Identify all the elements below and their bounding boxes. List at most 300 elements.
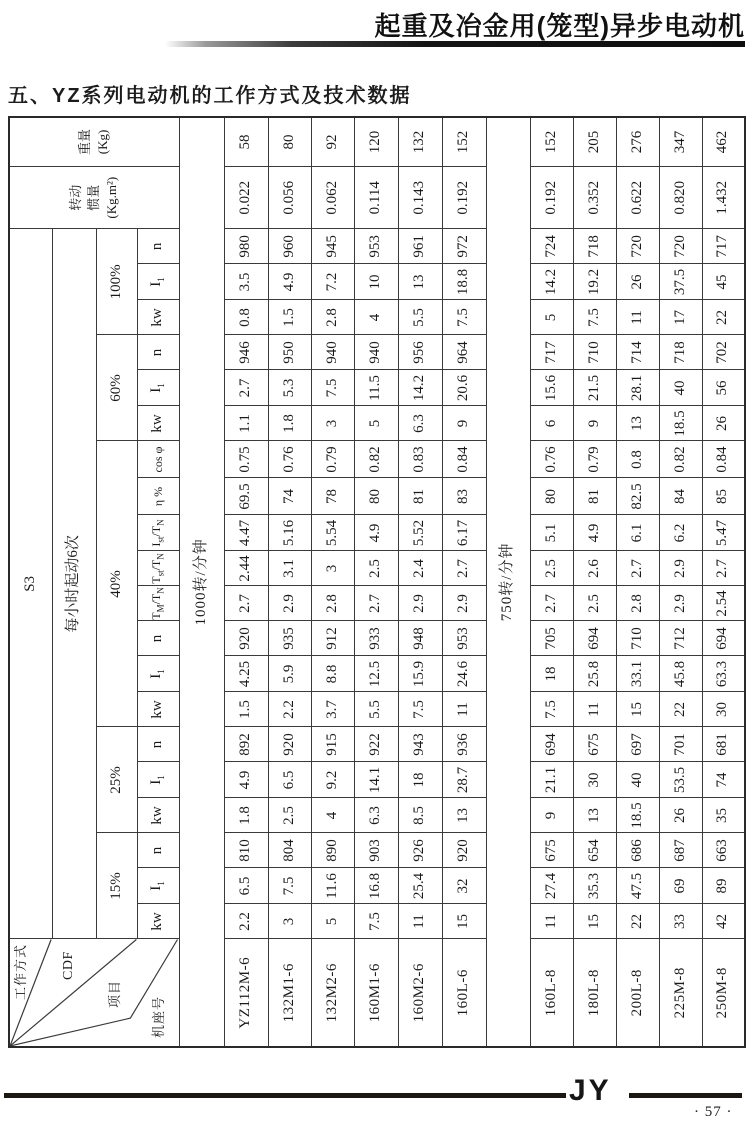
- value-cell: 2.7: [442, 551, 486, 586]
- value-cell: 935: [268, 621, 311, 656]
- param-label-text: I: [148, 885, 165, 891]
- inertia-cell: 0.192: [530, 167, 573, 229]
- param-label-cell: [137, 264, 179, 300]
- footer-logo: JY: [569, 1074, 612, 1107]
- value-cell: 5: [354, 406, 398, 441]
- duty-cell-100: 100%: [96, 229, 137, 335]
- value-cell: 724: [530, 229, 573, 264]
- value-cell: 11: [616, 300, 659, 335]
- value-cell: 940: [354, 335, 398, 370]
- value-cell: 710: [573, 335, 616, 370]
- value-cell: 1.1: [224, 406, 268, 441]
- param-label-text: η %: [150, 486, 165, 507]
- weight-cell: 462: [702, 117, 745, 167]
- value-cell: 35: [702, 798, 745, 833]
- param-label-text: n: [149, 348, 166, 357]
- value-cell: 2.7: [616, 551, 659, 586]
- corner-label-work-mode: 工作方式: [13, 943, 28, 1000]
- value-cell: 56: [702, 370, 745, 406]
- value-cell: 2.8: [311, 300, 354, 335]
- value-cell: 2.7: [224, 370, 268, 406]
- value-cell: 7.5: [354, 904, 398, 939]
- inertia-cell: 0.114: [354, 167, 398, 229]
- value-cell: 74: [268, 478, 311, 515]
- param-label-sub: st: [155, 536, 166, 543]
- value-cell: 40: [659, 370, 702, 406]
- value-cell: 2.7: [702, 551, 745, 586]
- starts-per-hour-cell: 每小时起动6次: [52, 229, 96, 939]
- motor-row: [311, 117, 354, 1047]
- motor-row: [442, 117, 486, 1047]
- value-cell: 926: [398, 833, 442, 868]
- value-cell: 27.4: [530, 868, 573, 904]
- param-label-sub: 1: [156, 277, 167, 282]
- param-label-text: n: [149, 740, 166, 749]
- value-cell: 45.8: [659, 656, 702, 692]
- inertia-header-line: (Kg.m²): [104, 176, 120, 219]
- value-cell: 89: [702, 868, 745, 904]
- inertia-cell: 0.056: [268, 167, 311, 229]
- value-cell: 80: [530, 478, 573, 515]
- value-cell: 24.6: [442, 656, 486, 692]
- value-cell: 2.4: [398, 551, 442, 586]
- value-cell: 11.5: [354, 370, 398, 406]
- value-cell: 12.5: [354, 656, 398, 692]
- value-cell: 14.2: [530, 264, 573, 300]
- param-label-cell: [137, 904, 179, 939]
- param-label-cell: [137, 621, 179, 656]
- param-label-cell: [137, 335, 179, 370]
- model-cell: 250M-8: [702, 939, 745, 1047]
- value-cell: 720: [659, 229, 702, 264]
- value-cell: 81: [398, 478, 442, 515]
- value-cell: 892: [224, 727, 268, 762]
- value-cell: 40: [616, 762, 659, 798]
- param-label-sub: N: [155, 519, 166, 526]
- value-cell: 18.5: [659, 406, 702, 441]
- value-cell: 2.8: [311, 586, 354, 621]
- param-label-text: n: [149, 634, 166, 643]
- value-cell: 5.9: [268, 656, 311, 692]
- value-cell: 22: [616, 904, 659, 939]
- value-cell: 8.8: [311, 656, 354, 692]
- speed-separator-750-row: [486, 117, 530, 1047]
- value-cell: 3.1: [268, 551, 311, 586]
- value-cell: 4.9: [268, 264, 311, 300]
- inertia-cell: 0.192: [442, 167, 486, 229]
- value-cell: 2.5: [573, 586, 616, 621]
- value-cell: 32: [442, 868, 486, 904]
- value-cell: 936: [442, 727, 486, 762]
- value-cell: 702: [702, 335, 745, 370]
- value-cell: 1.5: [224, 692, 268, 727]
- value-cell: 8.5: [398, 798, 442, 833]
- value-cell: 15.6: [530, 370, 573, 406]
- value-cell: 1.8: [268, 406, 311, 441]
- model-cell: YZ112M-6: [224, 939, 268, 1047]
- value-cell: 30: [702, 692, 745, 727]
- value-cell: 694: [702, 621, 745, 656]
- value-cell: 972: [442, 229, 486, 264]
- value-cell: 84: [659, 478, 702, 515]
- weight-cell: 58: [224, 117, 268, 167]
- value-cell: 663: [702, 833, 745, 868]
- param-label-cell: [137, 727, 179, 762]
- value-cell: 0.83: [398, 441, 442, 478]
- corner-label-item: 项目: [107, 979, 122, 1008]
- value-cell: 30: [573, 762, 616, 798]
- footer-rule-left: [4, 1093, 566, 1098]
- value-cell: 943: [398, 727, 442, 762]
- value-cell: 920: [442, 833, 486, 868]
- value-cell: 5.16: [268, 515, 311, 551]
- value-cell: 13: [442, 798, 486, 833]
- value-cell: 2.9: [398, 586, 442, 621]
- value-cell: 718: [573, 229, 616, 264]
- value-cell: 37.5: [659, 264, 702, 300]
- value-cell: 63.3: [702, 656, 745, 692]
- value-cell: 18: [530, 656, 573, 692]
- value-cell: 5.47: [702, 515, 745, 551]
- inertia-cell: 0.062: [311, 167, 354, 229]
- value-cell: 717: [530, 335, 573, 370]
- weight-cell: 152: [442, 117, 486, 167]
- value-cell: 6.1: [616, 515, 659, 551]
- value-cell: 3.5: [224, 264, 268, 300]
- value-cell: 705: [530, 621, 573, 656]
- param-label-text: n: [149, 242, 166, 251]
- value-cell: 21.1: [530, 762, 573, 798]
- value-cell: 922: [354, 727, 398, 762]
- value-cell: 0.76: [268, 441, 311, 478]
- value-cell: 961: [398, 229, 442, 264]
- value-cell: 18.8: [442, 264, 486, 300]
- value-cell: 81: [573, 478, 616, 515]
- value-cell: 16.8: [354, 868, 398, 904]
- motor-row: [354, 117, 398, 1047]
- motor-row: [702, 117, 745, 1047]
- param-label-text: T: [149, 612, 164, 620]
- value-cell: 2.9: [659, 586, 702, 621]
- value-cell: 697: [616, 727, 659, 762]
- value-cell: 9: [530, 798, 573, 833]
- motor-row: [573, 117, 616, 1047]
- param-label-text: I: [148, 779, 165, 785]
- inertia-cell: 0.143: [398, 167, 442, 229]
- value-cell: 720: [616, 229, 659, 264]
- section-heading: 五、YZ系列电动机的工作方式及技术数据: [8, 85, 412, 107]
- param-label-cell: [137, 370, 179, 406]
- page-title: 起重及冶金用(笼型)异步电动机: [374, 11, 745, 41]
- value-cell: 17: [659, 300, 702, 335]
- param-label-cell: [137, 515, 179, 551]
- param-label-text: T: [149, 576, 164, 584]
- value-cell: 4.9: [573, 515, 616, 551]
- value-cell: 5.5: [354, 692, 398, 727]
- value-cell: 9: [442, 406, 486, 441]
- value-cell: 3: [268, 904, 311, 939]
- value-cell: 946: [224, 335, 268, 370]
- value-cell: 5.1: [530, 515, 573, 551]
- weight-cell: 92: [311, 117, 354, 167]
- param-label-sub: 1: [156, 669, 167, 674]
- value-cell: 15.9: [398, 656, 442, 692]
- param-label-cell: [137, 833, 179, 868]
- param-label-sub: 1: [156, 775, 167, 780]
- value-cell: 25.8: [573, 656, 616, 692]
- value-cell: 22: [702, 300, 745, 335]
- value-cell: 15: [442, 904, 486, 939]
- value-cell: 69: [659, 868, 702, 904]
- value-cell: 915: [311, 727, 354, 762]
- value-cell: 920: [268, 727, 311, 762]
- value-cell: 0.84: [702, 441, 745, 478]
- value-cell: 15: [573, 904, 616, 939]
- param-label-text: I: [148, 281, 165, 287]
- value-cell: 0.82: [659, 441, 702, 478]
- value-cell: 953: [354, 229, 398, 264]
- value-cell: 0.79: [311, 441, 354, 478]
- value-cell: 714: [616, 335, 659, 370]
- weight-cell: 80: [268, 117, 311, 167]
- param-label-cell: [137, 229, 179, 264]
- value-cell: 7.2: [311, 264, 354, 300]
- value-cell: 7.5: [530, 692, 573, 727]
- value-cell: 712: [659, 621, 702, 656]
- inertia-header-cell: [9, 167, 179, 229]
- model-cell: 132M1-6: [268, 939, 311, 1047]
- value-cell: 964: [442, 335, 486, 370]
- value-cell: 4.47: [224, 515, 268, 551]
- value-cell: 5: [311, 904, 354, 939]
- value-cell: 25.4: [398, 868, 442, 904]
- value-cell: 6.5: [224, 868, 268, 904]
- value-cell: 675: [573, 727, 616, 762]
- param-label-text: kw: [149, 806, 166, 825]
- value-cell: 6.17: [442, 515, 486, 551]
- param-label-cell: [137, 406, 179, 441]
- value-cell: 4: [311, 798, 354, 833]
- value-cell: 0.8: [224, 300, 268, 335]
- corner-label-frame: 机座号: [151, 995, 166, 1038]
- value-cell: 28.1: [616, 370, 659, 406]
- value-cell: 953: [442, 621, 486, 656]
- value-cell: 920: [224, 621, 268, 656]
- param-label-text: kw: [149, 700, 166, 719]
- param-label-cell: [137, 300, 179, 335]
- inertia-cell: 0.352: [573, 167, 616, 229]
- value-cell: 45: [702, 264, 745, 300]
- value-cell: 47.5: [616, 868, 659, 904]
- value-cell: 74: [702, 762, 745, 798]
- param-label-sub: 1: [156, 383, 167, 388]
- value-cell: 14.2: [398, 370, 442, 406]
- value-cell: 2.54: [702, 586, 745, 621]
- value-cell: 804: [268, 833, 311, 868]
- value-cell: 5.52: [398, 515, 442, 551]
- value-cell: 13: [398, 264, 442, 300]
- param-label-text: kw: [149, 414, 166, 433]
- value-cell: 0.82: [354, 441, 398, 478]
- duty-cell-40: 40%: [96, 441, 137, 727]
- model-cell: 160M2-6: [398, 939, 442, 1047]
- inertia-header-line: 转动: [67, 184, 83, 211]
- value-cell: 11: [573, 692, 616, 727]
- param-label-text: I: [148, 387, 165, 393]
- param-label-sub: N: [155, 553, 166, 560]
- value-cell: 903: [354, 833, 398, 868]
- value-cell: 19.2: [573, 264, 616, 300]
- value-cell: 82.5: [616, 478, 659, 515]
- param-label-cell: [137, 798, 179, 833]
- value-cell: 3: [311, 551, 354, 586]
- value-cell: 26: [702, 406, 745, 441]
- param-label-cell: [137, 762, 179, 798]
- value-cell: 5: [530, 300, 573, 335]
- param-label-cell: [137, 692, 179, 727]
- value-cell: 956: [398, 335, 442, 370]
- value-cell: 6.3: [398, 406, 442, 441]
- value-cell: 35.3: [573, 868, 616, 904]
- value-cell: 710: [616, 621, 659, 656]
- value-cell: 3: [311, 406, 354, 441]
- value-cell: 26: [616, 264, 659, 300]
- value-cell: 10: [354, 264, 398, 300]
- value-cell: 9.2: [311, 762, 354, 798]
- param-label-cell: [137, 656, 179, 692]
- motor-row: [224, 117, 268, 1047]
- value-cell: 18: [398, 762, 442, 798]
- param-label-sub: 1: [156, 881, 167, 886]
- weight-cell: 205: [573, 117, 616, 167]
- value-cell: 701: [659, 727, 702, 762]
- value-cell: 810: [224, 833, 268, 868]
- footer-rule-right: [629, 1093, 742, 1098]
- corner-cell: [9, 939, 179, 1047]
- value-cell: 7.5: [311, 370, 354, 406]
- value-cell: 83: [442, 478, 486, 515]
- value-cell: 2.5: [354, 551, 398, 586]
- inertia-cell: 0.622: [616, 167, 659, 229]
- value-cell: 26: [659, 798, 702, 833]
- value-cell: 2.9: [659, 551, 702, 586]
- value-cell: 85: [702, 478, 745, 515]
- value-cell: 18.5: [616, 798, 659, 833]
- weight-cell: 132: [398, 117, 442, 167]
- param-label-text: kw: [149, 308, 166, 327]
- param-label-text: n: [149, 846, 166, 855]
- value-cell: 78: [311, 478, 354, 515]
- inertia-cell: 0.820: [659, 167, 702, 229]
- value-cell: 7.5: [573, 300, 616, 335]
- param-label-text: I: [148, 673, 165, 679]
- param-label-cell: [137, 868, 179, 904]
- value-cell: 2.7: [530, 586, 573, 621]
- value-cell: 15: [616, 692, 659, 727]
- value-cell: 69.5: [224, 478, 268, 515]
- duty-cell-15: 15%: [96, 833, 137, 939]
- value-cell: 42: [702, 904, 745, 939]
- value-cell: 940: [311, 335, 354, 370]
- value-cell: 14.1: [354, 762, 398, 798]
- model-cell: 160M1-6: [354, 939, 398, 1047]
- corner-label-cdf: CDF: [61, 951, 76, 980]
- value-cell: 5.54: [311, 515, 354, 551]
- value-cell: 2.6: [573, 551, 616, 586]
- title-rule: [165, 41, 745, 47]
- value-cell: 0.84: [442, 441, 486, 478]
- spec-table: [8, 116, 746, 1048]
- value-cell: 22: [659, 692, 702, 727]
- value-cell: 717: [702, 229, 745, 264]
- value-cell: 0.75: [224, 441, 268, 478]
- param-label-sub: M: [155, 604, 166, 613]
- value-cell: 0.79: [573, 441, 616, 478]
- spec-table-wrap: [8, 118, 744, 1052]
- param-label-text: /T: [149, 525, 164, 537]
- model-cell: 180L-8: [573, 939, 616, 1047]
- value-cell: 20.6: [442, 370, 486, 406]
- value-cell: 9: [573, 406, 616, 441]
- value-cell: 890: [311, 833, 354, 868]
- weight-header-line: 重量: [77, 128, 92, 155]
- value-cell: 6.2: [659, 515, 702, 551]
- value-cell: 7.5: [442, 300, 486, 335]
- value-cell: 681: [702, 727, 745, 762]
- speed-separator-750: 750转/分钟: [486, 117, 530, 1047]
- value-cell: 4.9: [354, 515, 398, 551]
- param-label-text: cos φ: [150, 446, 165, 473]
- duty-cell-60: 60%: [96, 335, 137, 441]
- weight-header-cell: [9, 117, 179, 167]
- value-cell: 687: [659, 833, 702, 868]
- value-cell: 7.5: [398, 692, 442, 727]
- speed-separator-1000: 1000转/分钟: [179, 117, 224, 1047]
- value-cell: 21.5: [573, 370, 616, 406]
- duty-cell-25: 25%: [96, 727, 137, 833]
- value-cell: 2.9: [442, 586, 486, 621]
- motor-row: [268, 117, 311, 1047]
- value-cell: 4.9: [224, 762, 268, 798]
- model-cell: 200L-8: [616, 939, 659, 1047]
- value-cell: 13: [573, 798, 616, 833]
- value-cell: 6.5: [268, 762, 311, 798]
- value-cell: 2.2: [224, 904, 268, 939]
- param-label-cell: [137, 478, 179, 515]
- value-cell: 2.8: [616, 586, 659, 621]
- value-cell: 5.3: [268, 370, 311, 406]
- model-cell: 160L-8: [530, 939, 573, 1047]
- value-cell: 718: [659, 335, 702, 370]
- value-cell: 694: [530, 727, 573, 762]
- value-cell: 11: [530, 904, 573, 939]
- param-label-text: /T: [149, 593, 164, 605]
- value-cell: 2.2: [268, 692, 311, 727]
- value-cell: 933: [354, 621, 398, 656]
- weight-cell: 347: [659, 117, 702, 167]
- weight-cell: 276: [616, 117, 659, 167]
- value-cell: 960: [268, 229, 311, 264]
- value-cell: 0.76: [530, 441, 573, 478]
- value-cell: 0.8: [616, 441, 659, 478]
- value-cell: 686: [616, 833, 659, 868]
- value-cell: 2.7: [354, 586, 398, 621]
- value-cell: 694: [573, 621, 616, 656]
- value-cell: 33: [659, 904, 702, 939]
- param-label-text: kw: [149, 912, 166, 931]
- value-cell: 1.8: [224, 798, 268, 833]
- value-cell: 6.3: [354, 798, 398, 833]
